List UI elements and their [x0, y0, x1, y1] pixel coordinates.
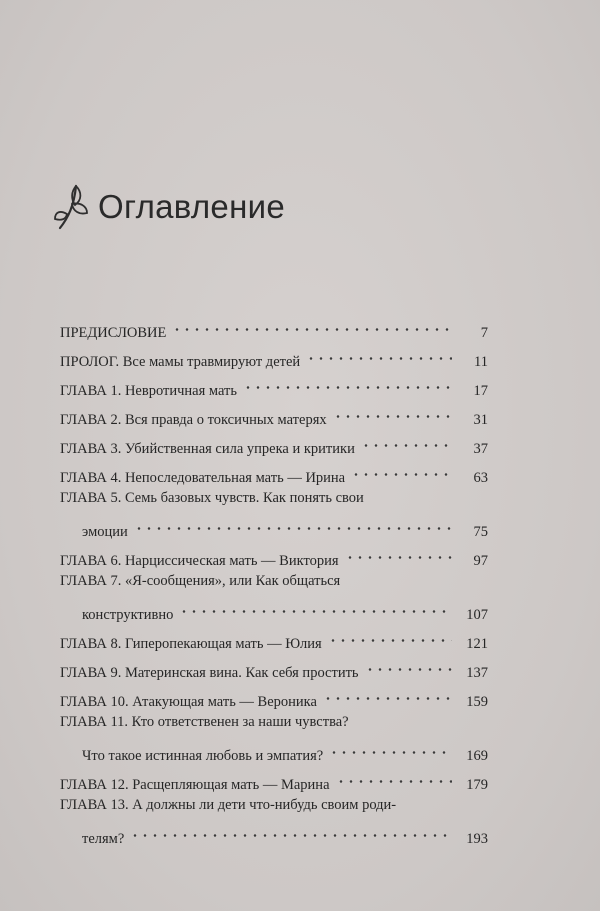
toc-page-number: 107	[466, 607, 488, 623]
toc-page-number: 179	[466, 777, 488, 793]
dot-leader	[345, 540, 452, 565]
toc-page-number: 7	[480, 325, 488, 341]
toc-entry[interactable]	[60, 312, 488, 341]
toc-entry-title: ПРОЛОГ. Все мамы травмируют детей	[60, 354, 301, 370]
dot-leader	[361, 428, 452, 453]
dot-leader	[333, 399, 452, 424]
toc-entry-title: ГЛАВА 9. Материнская вина. Как себя простить	[60, 665, 359, 681]
toc-entry-title: ГЛАВА 8. Гиперопекающая мать — Юлия	[60, 636, 322, 652]
toc-entry[interactable]	[60, 710, 488, 764]
toc-entry-title: конструктивно	[82, 607, 174, 623]
table-of-contents	[60, 312, 488, 847]
dot-leader	[323, 681, 452, 706]
toc-page-number: 63	[473, 470, 488, 486]
page-title: Оглавление	[98, 188, 285, 225]
dot-leader	[179, 594, 452, 619]
toc-page-number: 17	[473, 383, 488, 399]
dot-leader	[306, 341, 452, 366]
toc-page-number: 75	[473, 524, 488, 540]
toc-page-number: 37	[473, 441, 488, 457]
dot-leader	[336, 764, 452, 789]
toc-entry-title: ГЛАВА 12. Расщепляющая мать — Марина	[60, 777, 330, 793]
dot-leader	[130, 818, 452, 843]
toc-heading	[54, 182, 285, 232]
toc-entry-title: ГЛАВА 2. Вся правда о токсичных матерях	[60, 412, 327, 428]
toc-page-number: 193	[466, 831, 488, 847]
toc-entry-title: ГЛАВА 4. Непоследовательная мать — Ирина	[60, 470, 346, 486]
toc-entry-title: ПРЕДИСЛОВИЕ	[60, 325, 167, 341]
toc-page-number: 169	[466, 748, 488, 764]
toc-entry-title: Что такое истинная любовь и эмпатия?	[82, 748, 324, 764]
toc-page-number: 137	[466, 665, 488, 681]
toc-page-number: 121	[466, 636, 488, 652]
leaf-icon	[54, 182, 90, 232]
toc-entry-title: ГЛАВА 7. «Я-сообщения», или Как общаться	[60, 573, 341, 589]
toc-page-number: 97	[473, 553, 488, 569]
toc-entry[interactable]	[60, 486, 488, 540]
toc-page-number: 31	[473, 412, 488, 428]
toc-entry-title: эмоции	[82, 524, 128, 540]
dot-leader	[243, 370, 452, 395]
toc-entry[interactable]	[60, 793, 488, 847]
dot-leader	[134, 511, 452, 536]
toc-entry-title: ГЛАВА 3. Убийственная сила упрека и критики	[60, 441, 355, 457]
dot-leader	[351, 457, 452, 482]
toc-entry-title: ГЛАВА 10. Атакующая мать — Вероника	[60, 694, 317, 710]
dot-leader	[328, 623, 452, 648]
toc-entry-title: ГЛАВА 11. Кто ответственен за наши чувства?	[60, 714, 349, 730]
toc-entry-title: ГЛАВА 6. Нарциссическая мать — Виктория	[60, 553, 339, 569]
toc-entry-title: ГЛАВА 13. А должны ли дети что-нибудь своим роди-	[60, 797, 397, 813]
toc-entry[interactable]	[60, 569, 488, 623]
dot-leader	[172, 312, 452, 337]
toc-entry-title: ГЛАВА 5. Семь базовых чувств. Как понять свои	[60, 490, 364, 506]
toc-page-number: 11	[474, 354, 488, 370]
toc-entry-title: телям?	[82, 831, 125, 847]
toc-page-number: 159	[466, 694, 488, 710]
toc-entry-title: ГЛАВА 1. Невротичная мать	[60, 383, 237, 399]
dot-leader	[329, 735, 452, 760]
dot-leader	[365, 652, 452, 677]
